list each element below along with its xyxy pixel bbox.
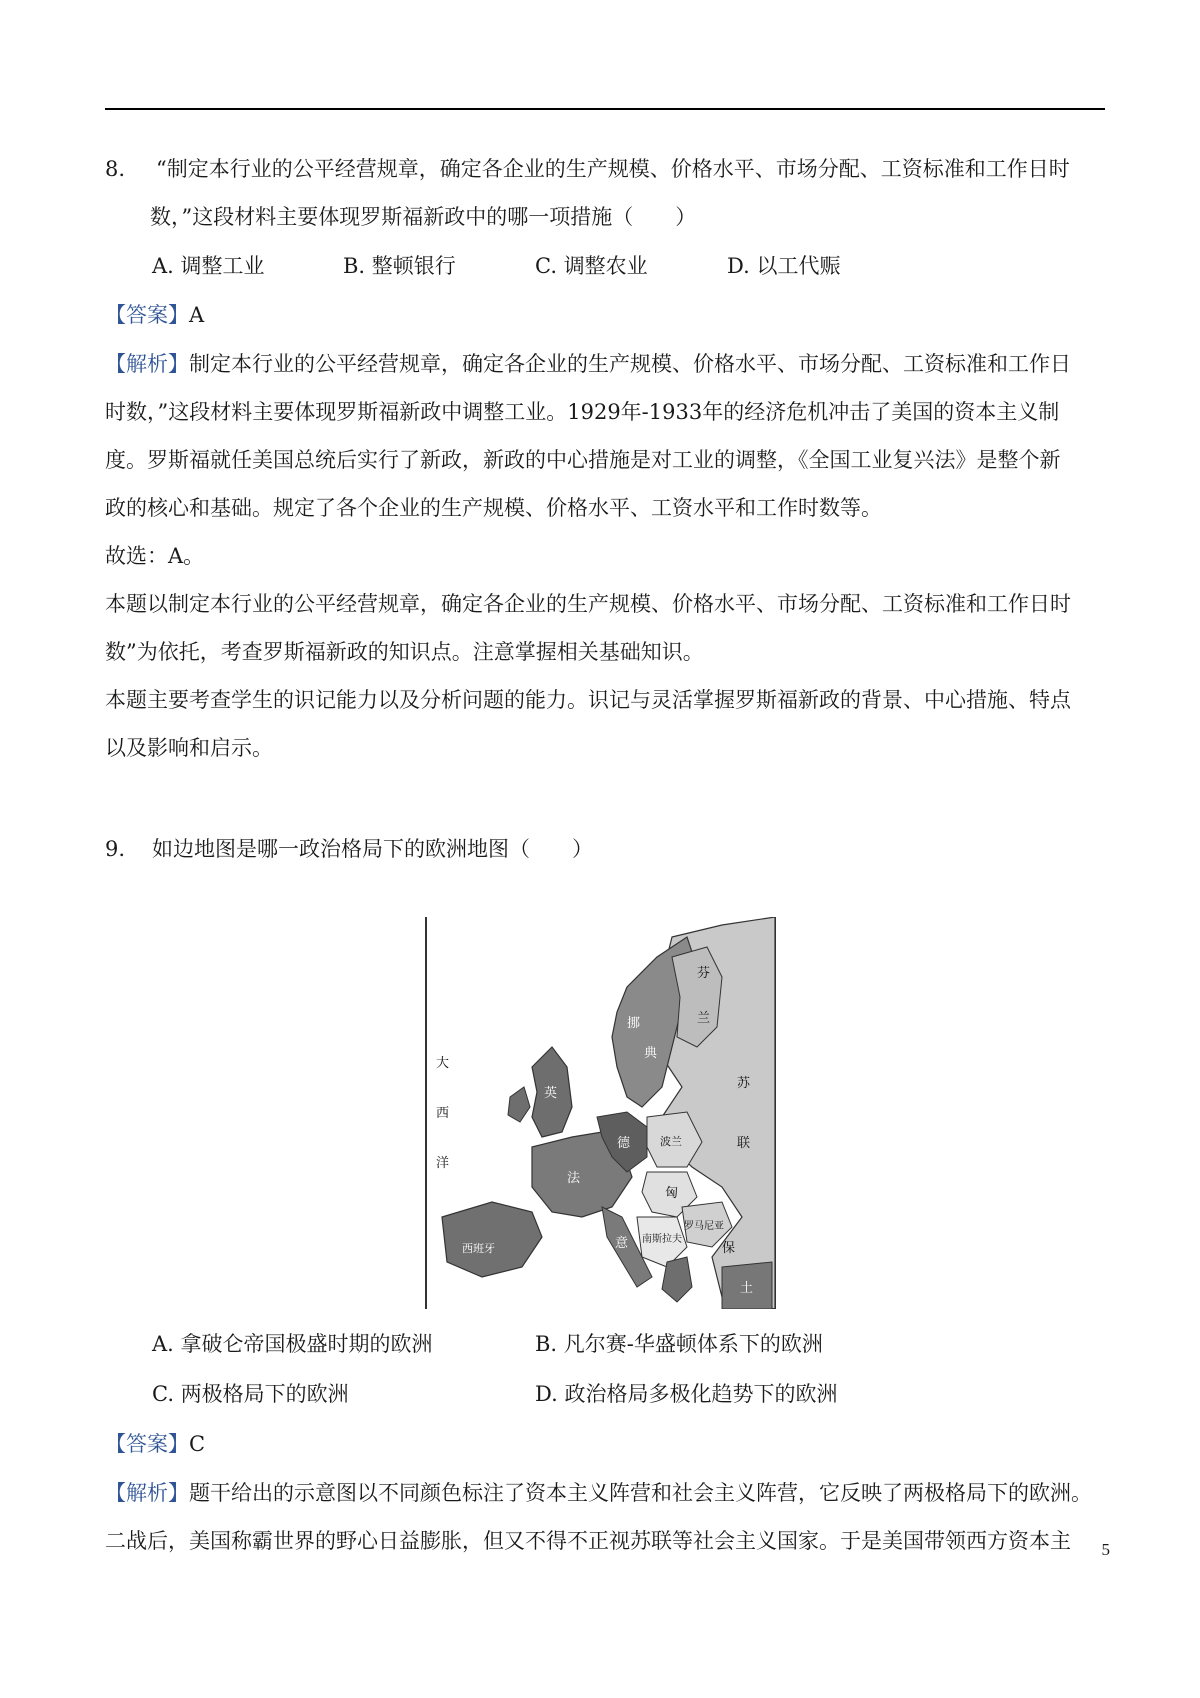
q8-analysis-line4: 政的核心和基础。规定了各个企业的生产规模、价格水平、工资水平和工作时数等。 xyxy=(105,496,882,520)
q8-analysis-line7: 数”为依托，考查罗斯福新政的知识点。注意掌握相关基础知识。 xyxy=(105,640,704,664)
map-label-atlantic-1: 大 xyxy=(436,1056,450,1071)
map-label-uk: 英 xyxy=(544,1086,558,1101)
map-label-sweden: 典 xyxy=(644,1046,658,1061)
q8-option-d-text: 以工代赈 xyxy=(756,254,841,278)
q8-analysis-line2: 时数，”这段材料主要体现罗斯福新政中调整工业。1929年-1933年的经济危机冲击了美国的资本主义制 xyxy=(105,400,1060,424)
q8-answer-value: A xyxy=(189,303,205,327)
q8-option-c-text: 调整农业 xyxy=(563,254,648,278)
q9-answer-value: C xyxy=(189,1432,206,1456)
q9-option-b xyxy=(535,1330,823,1358)
q9-option-d xyxy=(535,1380,837,1408)
q9-option-a-letter: A. xyxy=(152,1332,174,1356)
europe-map xyxy=(422,917,778,1309)
map-label-atlantic-3: 洋 xyxy=(436,1156,450,1171)
q8-analysis-tag: 【解析】 xyxy=(105,352,189,376)
q9-option-d-letter: D. xyxy=(535,1382,558,1406)
q9-option-c-letter: C. xyxy=(152,1382,174,1406)
q9-option-a-text: 拿破仑帝国极盛时期的欧洲 xyxy=(180,1332,433,1356)
q9-analysis-tag: 【解析】 xyxy=(105,1481,189,1505)
q8-answer xyxy=(105,301,204,329)
map-label-bulgaria: 保 xyxy=(722,1241,736,1256)
q8-option-a xyxy=(152,252,265,280)
map-label-finland-2: 兰 xyxy=(697,1011,711,1026)
map-label-yugoslavia: 南斯拉夫 xyxy=(642,1234,682,1245)
map-label-poland: 波兰 xyxy=(660,1135,682,1148)
q9-option-d-text: 政治格局多极化趋势下的欧洲 xyxy=(564,1382,838,1406)
map-label-romania: 罗马尼亚 xyxy=(684,1221,724,1232)
q8-answer-tag: 【答案】 xyxy=(105,303,189,327)
map-label-atlantic-2: 西 xyxy=(436,1106,450,1121)
q8-option-b-letter: B. xyxy=(343,254,366,278)
q9-option-c xyxy=(152,1380,349,1408)
q8-analysis-text-1: 制定本行业的公平经营规章，确定各企业的生产规模、价格水平、市场分配、工资标准和工作日 xyxy=(189,352,1071,376)
map-label-germany: 德 xyxy=(617,1136,631,1151)
map-label-ussr-1: 苏 xyxy=(737,1076,751,1091)
map-label-ussr-2: 联 xyxy=(737,1136,751,1151)
q9-analysis-line1 xyxy=(105,1479,1092,1507)
q8-analysis-line8: 本题主要考查学生的识记能力以及分析问题的能力。识记与灵活掌握罗斯福新政的背景、中心措施、特点 xyxy=(105,688,1071,712)
map-label-norway: 挪 xyxy=(627,1016,641,1031)
q8-stem-line2: 数，”这段材料主要体现罗斯福新政中的哪一项措施（ ） xyxy=(150,205,697,229)
q9-analysis-line2: 二战后，美国称霸世界的野心日益膨胀，但又不得不正视苏联等社会主义国家。于是美国带领西方资本主 xyxy=(105,1529,1071,1553)
map-label-hungary: 匈 xyxy=(665,1186,679,1201)
q8-option-d-letter: D. xyxy=(727,254,750,278)
q8-analysis-line1 xyxy=(105,350,1071,378)
q8-analysis-line3: 度。罗斯福就任美国总统后实行了新政，新政的中心措施是对工业的调整，《全国工业复兴法》是整个新 xyxy=(105,448,1061,472)
q8-option-b xyxy=(343,252,456,280)
map-label-italy: 意 xyxy=(615,1236,629,1251)
q8-stem-line1: “制定本行业的公平经营规章，确定各企业的生产规模、价格水平、市场分配、工资标准和工作日时 xyxy=(156,157,1070,181)
q8-option-a-text: 调整工业 xyxy=(180,254,265,278)
map-label-turkey: 土 xyxy=(740,1281,754,1296)
q8-analysis-line5: 故选：A。 xyxy=(105,544,205,568)
q9-analysis-text-1: 题干给出的示意图以不同颜色标注了资本主义阵营和社会主义阵营，它反映了两极格局下的欧洲。 xyxy=(189,1481,1092,1505)
q8-number: 8. xyxy=(105,157,126,181)
q8-option-b-text: 整顿银行 xyxy=(371,254,456,278)
q9-option-b-letter: B. xyxy=(535,1332,558,1356)
header-rule xyxy=(105,108,1105,110)
q8-option-d xyxy=(727,252,840,280)
q9-option-b-text: 凡尔赛-华盛顿体系下的欧洲 xyxy=(563,1332,823,1356)
q9-answer-tag: 【答案】 xyxy=(105,1432,189,1456)
map-label-finland-1: 芬 xyxy=(697,966,711,981)
page-number: 5 xyxy=(1101,1540,1110,1559)
map-label-france: 法 xyxy=(567,1171,581,1186)
q9-number: 9. xyxy=(105,837,126,861)
map-label-spain: 西班牙 xyxy=(462,1242,495,1255)
q8-option-c xyxy=(535,252,648,280)
q9-option-a xyxy=(152,1330,433,1358)
q9-option-c-text: 两极格局下的欧洲 xyxy=(180,1382,349,1406)
q8-option-c-letter: C. xyxy=(535,254,557,278)
q8-option-a-letter: A. xyxy=(152,254,174,278)
q9-answer xyxy=(105,1430,205,1458)
q8-analysis-line6: 本题以制定本行业的公平经营规章，确定各企业的生产规模、价格水平、市场分配、工资标准和工作日时 xyxy=(105,592,1071,616)
q8-analysis-line9: 以及影响和启示。 xyxy=(105,736,273,760)
q9-stem: 如边地图是哪一政治格局下的欧洲地图（ ） xyxy=(152,837,593,861)
